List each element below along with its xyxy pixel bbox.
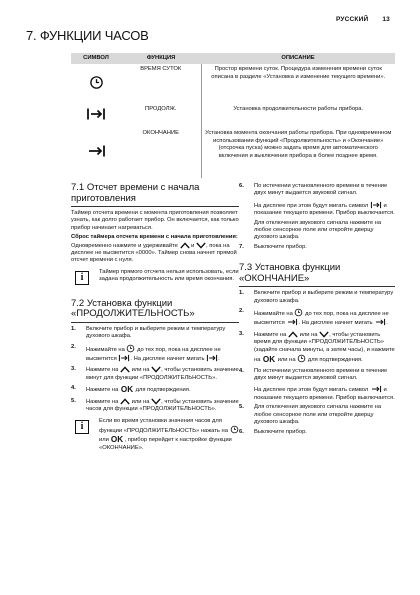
text: Нажимайте на <box>86 346 125 353</box>
table-row <box>71 104 395 128</box>
down-arrow-icon <box>151 398 161 405</box>
info-note <box>71 418 239 453</box>
table-header-description: ОПИСАНИЕ <box>201 53 395 64</box>
text: Для отключения звукового сигнала нажмите на любое сенсорное поле или откройте дверцу духового шкафа. <box>254 404 382 425</box>
paragraph: Таймер отсчета времени с момента приготовления позволяет узнать, как долго работает прибор. Он включается, как только прибор начинает нагреваться. <box>71 210 239 231</box>
steps-list-7-3 <box>239 290 395 382</box>
text: или на <box>299 331 318 338</box>
list-item: 3. Нажмите на или на , чтобы установить значение минут для функции «ПРОДОЛЖИТЕЛЬНОСТЬ». <box>71 366 239 381</box>
text: для подтверждения. <box>307 357 363 364</box>
clock-icon <box>297 354 306 363</box>
note-text: Если во время установки значения часов для функции «ПРОДОЛЖИТЕЛЬНОСТЬ» нажать на <box>99 417 228 434</box>
clock-icon <box>230 425 239 434</box>
down-arrow-icon <box>196 242 206 249</box>
list-item: 1. Включите прибор и выберите режим и температуру духового шкафа. <box>239 290 394 304</box>
steps-list-7-3-end <box>239 404 395 437</box>
text: Нажмите на <box>86 387 119 394</box>
section-heading-7-3-text: 7.3 Установка функции «ОКОНЧАНИЕ» <box>239 262 341 284</box>
text: Включите прибор и выберите режим и температуру духового шкафа. <box>254 290 394 304</box>
right-column <box>239 183 395 440</box>
down-arrow-icon <box>319 331 329 338</box>
text: и показание текущего времени. Прибор выключается. <box>254 387 395 401</box>
ok-icon <box>262 355 276 363</box>
table-cell-function: ВРЕМЯ СУТОК <box>140 66 182 72</box>
text: , чтобы установить значение минут для функции «ПРОДОЛЖИТЕЛЬНОСТЬ». <box>86 367 239 381</box>
duration-arrow-icon <box>370 201 382 209</box>
table-cell-description: Простор времени суток. Процедура изменения времени суток описана в разделе «Установка и изменение текущего времени». <box>201 64 395 104</box>
text: Нажимайте на <box>254 311 293 318</box>
list-item: 5. Нажмите на или на , чтобы установить значение часов для функции «ПРОДОЛЖИТЕЛЬНОСТЬ». <box>71 397 239 413</box>
list-item: 2. Нажимайте на до тех пор, пока на дисплее не высветится . На дисплее начнет мигать . <box>239 308 389 327</box>
clock-icon <box>294 308 303 317</box>
table-cell-symbol <box>71 104 121 128</box>
list-item: 6. По истечении установленного времени в течение двух минут выдается звуковой сигнал. <box>239 183 388 197</box>
text: , чтобы установить время для функции «ПРОДОЛЖИТЕЛЬНОСТЬ» (задайте сначала минуты, а затем часы), и нажмите на <box>254 331 395 364</box>
up-arrow-icon <box>288 331 298 338</box>
down-arrow-icon <box>151 366 161 373</box>
list-item: 2. Нажимайте на до тех пор, пока на дисплее не высветится . На дисплее начнет мигать . <box>71 343 221 363</box>
text: , чтобы установить значение часов для функции «ПРОДОЛЖИТЕЛЬНОСТЬ». <box>86 398 239 413</box>
steps-list-7-2-end <box>239 244 395 251</box>
text: Выключите прибор. <box>254 429 307 436</box>
text: Выключите прибор. <box>254 243 307 250</box>
text: Включите прибор и выберите режим и температуру духового шкафа. <box>86 325 226 340</box>
header-language: РУССКИЙ <box>335 16 369 23</box>
text: Нажмите на <box>86 398 119 405</box>
page-number: 13 <box>382 16 390 23</box>
info-note <box>71 269 239 293</box>
left-column <box>71 183 239 452</box>
list-item: 3. Нажмите на или на , чтобы установить время для функции «ПРОДОЛЖИТЕЛЬНОСТЬ» (задайте сначала минуты, а затем часы), и нажмите на или на для подтверждения. <box>239 330 395 364</box>
list-item: 4. Нажмите на для подтверждения. <box>71 385 191 394</box>
duration-arrow-icon <box>86 107 106 121</box>
text: Одновременно нажмите и удерживайте <box>71 242 178 249</box>
text: или на <box>131 398 150 405</box>
paragraph: Для отключения звукового сигнала нажмите на любое сенсорное поле или откройте дверцу духового шкафа. <box>254 219 382 241</box>
text: для подтверждения. <box>135 387 191 394</box>
page-header <box>336 16 390 23</box>
text: По истечении установленного времени в течение двух минут выдается звуковой сигнал. <box>254 367 388 381</box>
section-heading-7-3 <box>239 263 395 287</box>
info-icon: i <box>75 271 89 285</box>
ok-icon <box>120 385 134 393</box>
text: . На дисплее начнет мигать <box>298 320 373 327</box>
text: На дисплее при этом будут мигать символ <box>254 387 369 394</box>
end-time-arrow-icon <box>374 318 386 326</box>
list-item: 4. По истечении установленного времени в течение двух минут выдается звуковой сигнал. <box>239 367 388 381</box>
text: или на <box>131 367 150 374</box>
text: или на <box>277 357 296 364</box>
section-heading-7-1 <box>71 183 239 207</box>
clock-icon <box>126 344 135 353</box>
ok-icon <box>110 435 124 443</box>
steps-list-7-2 <box>71 326 239 414</box>
up-arrow-icon <box>120 366 130 373</box>
text: до тех пор, пока на дисплее не высветится <box>86 346 221 363</box>
paragraph-reset <box>71 234 239 265</box>
list-item: 7. Выключите прибор. <box>239 243 307 250</box>
clock-functions-table <box>71 53 395 178</box>
text: , пока на дисплее не высветится «0000». Таймер снова начнет прямой отсчет времени с нуля. <box>71 242 237 264</box>
table-cell-function: ПРОДОЛЖ. <box>145 106 177 112</box>
section-heading-7-2 <box>71 299 239 323</box>
clock-icon <box>89 75 104 90</box>
table-cell-description: Установка момента окончания работы прибора. При одновременном использовании функций «Продолжительность» и «Окончание» (отсрочка пуска) можно задать время для автоматического включения и выключения прибора в более позднее время. <box>201 128 395 178</box>
text: , прибор перейдет к настройке функции «ОКОНЧАНИЕ». <box>99 437 232 451</box>
table-header-function: ФУНКЦИЯ <box>121 53 201 64</box>
end-time-arrow-icon <box>286 318 298 326</box>
duration-arrow-icon <box>118 354 130 362</box>
paragraph <box>239 385 395 402</box>
list-item: 6. Выключите прибор. <box>239 429 307 436</box>
page-title: 7. ФУНКЦИИ ЧАСОВ <box>26 28 149 43</box>
table-cell-description: Установка продолжительности работы прибора. <box>201 104 395 128</box>
duration-arrow-icon <box>206 354 218 362</box>
table-cell-symbol <box>71 128 121 178</box>
up-arrow-icon <box>120 398 130 405</box>
reset-heading: Сброс таймера отсчета времени с начала приготовления: <box>71 234 238 241</box>
text: На дисплее при этом будут мигать символ <box>254 202 369 209</box>
text: или <box>99 437 109 444</box>
section-heading-7-2-text: 7.2 Установка функции «ПРОДОЛЖИТЕЛЬНОСТЬ» <box>71 297 195 320</box>
up-arrow-icon <box>180 242 190 249</box>
table-header-symbol: СИМВОЛ <box>71 53 121 64</box>
text: и <box>191 242 195 249</box>
text: Нажмите на <box>254 331 287 338</box>
end-time-arrow-icon <box>86 144 106 158</box>
list-item: 5. Для отключения звукового сигнала нажмите на любое сенсорное поле или откройте дверцу духового шкафа. <box>239 404 382 425</box>
text: и показание текущего времени. Прибор выключается. <box>254 202 395 217</box>
text: . На дисплее начнет мигать <box>130 356 205 363</box>
text: Нажмите на <box>86 367 119 374</box>
section-heading-7-1-text: 7.1 Отсчет времени с начала приготовления <box>71 182 200 204</box>
list-item: 1. Включите прибор и выберите режим и температуру духового шкафа. <box>71 325 226 340</box>
table-row <box>71 128 395 178</box>
text: По истечении установленного времени в течение двух минут выдается звуковой сигнал. <box>254 183 388 197</box>
table-header-row <box>71 53 395 64</box>
steps-list-7-2-cont <box>239 183 395 198</box>
info-icon: i <box>75 420 89 434</box>
table-cell-function: ОКОНЧАНИЕ <box>142 130 179 136</box>
note-text: Таймер прямого отсчета нельзя использовать, если задана продолжительность или время окончания. <box>99 268 239 283</box>
paragraph <box>239 201 395 218</box>
table-row <box>71 64 395 104</box>
text: до тех пор, пока на дисплее не высветится <box>254 311 389 327</box>
table-cell-symbol <box>71 64 121 104</box>
end-time-arrow-icon <box>370 385 382 393</box>
